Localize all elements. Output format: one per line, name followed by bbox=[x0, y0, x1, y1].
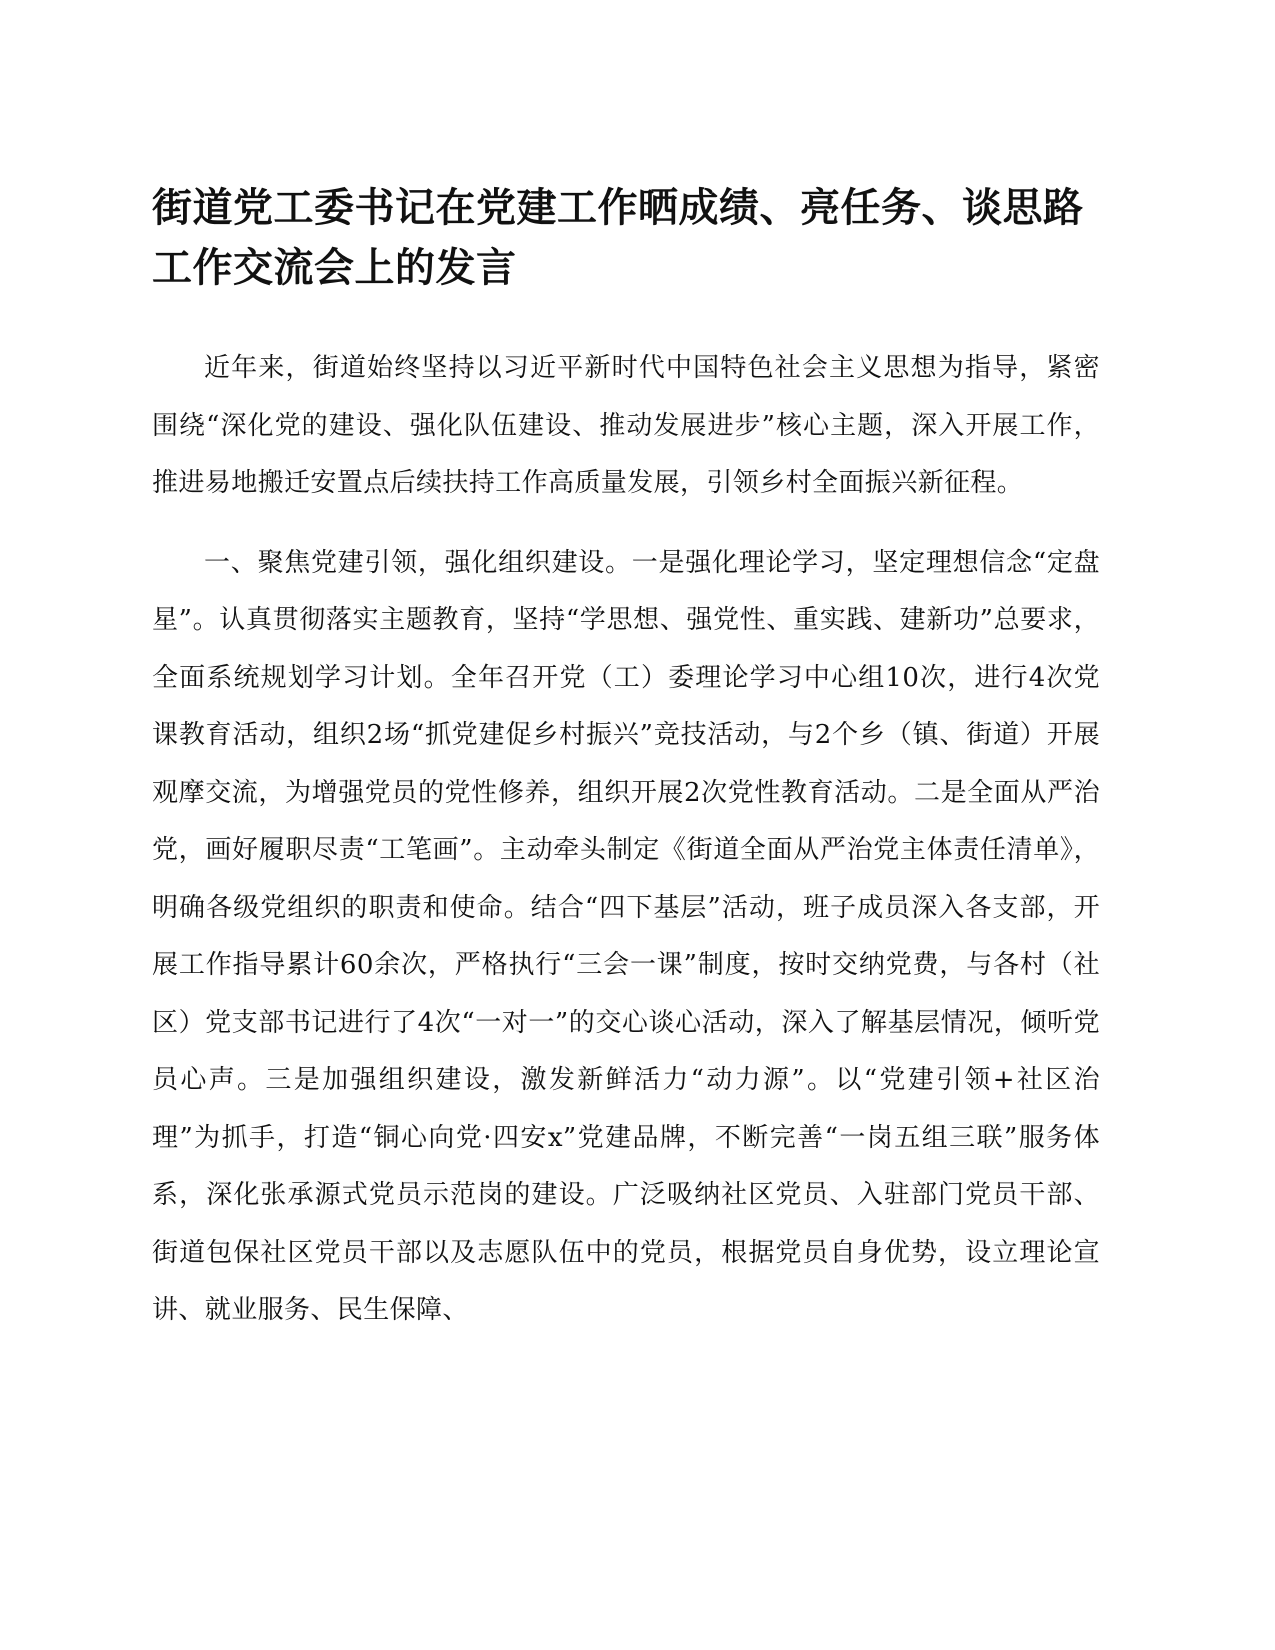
paragraph-section-one: 一、聚焦党建引领，强化组织建设。一是强化理论学习，坚定理想信念“定盘星”。认真贯彻落实主题教育，坚持“学思想、强党性、重实践、建新功”总要求，全面系统规划学习计划。全年召开党（工）委理论学习中心组10次，进行4次党课教育活动，组织2场“抓党建促乡村振兴”竞技活动，与2个乡（镇、街道）开展观摩交流，为增强党员的党性修养，组织开展2次党性教育活动。二是全面从严治党，画好履职尽责“工笔画”。主动牵头制定《街道全面从严治党主体责任清单》，明确各级党组织的职责和使命。结合“四下基层”活动，班子成员深入各支部，开展工作指导累计60余次，严格执行“三会一课”制度，按时交纳党费，与各村（社区）党支部书记进行了4次“一对一”的交心谈心活动，深入了解基层情况，倾听党员心声。三是加强组织建设，激发新鲜活力“动力源”。以“党建引领+社区治理”为抓手，打造“铜心向党·四安x”党建品牌，不断完善“一岗五组三联”服务体系，深化张承源式党员示范岗的建设。广泛吸纳社区党员、入驻部门党员干部、街道包保社区党员干部以及志愿队伍中的党员，根据党员自身优势，设立理论宣讲、就业服务、民生保障、 bbox=[152, 547, 1101, 1325]
paragraph-intro: 近年来，街道始终坚持以习近平新时代中国特色社会主义思想为指导，紧密围绕“深化党的建设、强化队伍建设、推动发展进步”核心主题，深入开展工作，推进易地搬迁安置点后续扶持工作高质量发展，引领乡村全面振兴新征程。 bbox=[152, 353, 1100, 498]
document-page bbox=[152, 178, 1100, 1340]
document-title: 街道党工委书记在党建工作晒成绩、亮任务、谈思路工作交流会上的发言 bbox=[152, 184, 1084, 291]
